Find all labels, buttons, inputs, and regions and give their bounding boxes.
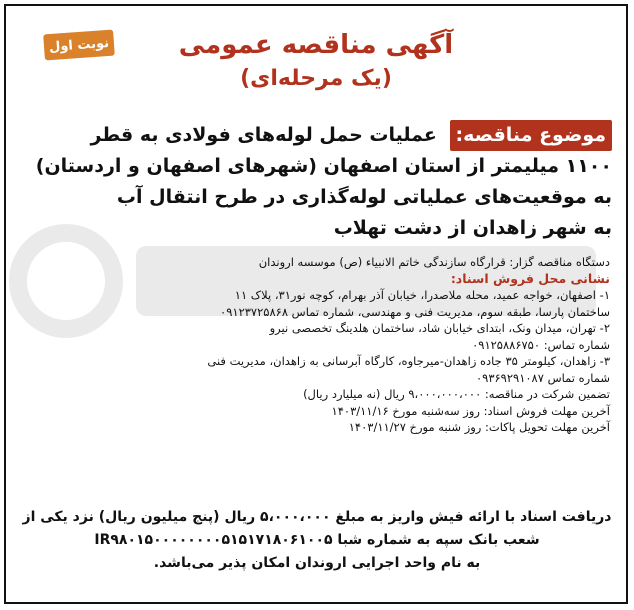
subject-line-2: ۱۱۰۰ میلیمتر از استان اصفهان (شهرهای اصفهان و اردستان)	[35, 155, 612, 177]
address3-line2: شماره تماس ۰۹۳۶۹۲۹۱۰۸۷	[475, 370, 610, 385]
address1-line1: ۱- اصفهان، خواجه عمید، محله ملاصدرا، خیابان آذر بهرام، کوچه نور۳۱، پلاک ۱۱	[234, 288, 610, 302]
address1-line2: ساختمان پارسا، طبقه سوم، مدیریت فنی و مهندسی، شماره تماس ۰۹۱۲۳۷۲۵۸۶۸	[220, 304, 610, 319]
organizer-text: دستگاه مناقصه گزار: قرارگاه سازندگی خاتم الانبیاء (ص) موسسه اروندان	[258, 255, 610, 269]
address3-line1: ۳- زاهدان، کیلومتر ۳۵ جاده زاهدان-میرجاوه، کارگاه آبرسانی به زاهدان، مدیریت فنی	[207, 354, 610, 368]
sale-deadline-text: آخرین مهلت فروش اسناد: روز سه‌شنبه مورخ ۱۴۰۳/۱۱/۱۶	[331, 403, 610, 418]
subject-label: موضوع مناقصه:	[450, 120, 612, 151]
delivery-deadline-text: آخرین مهلت تحویل پاکات: روز شنبه مورخ ۱۴۰۳/۱۱/۲۷	[348, 420, 610, 434]
guarantee-text: تضمین شرکت در مناقصه: ۹،۰۰۰،۰۰۰،۰۰۰ ریال (نه میلیارد ریال)	[303, 387, 610, 401]
footer-block	[22, 506, 612, 575]
subject-text-1: عملیات حمل لوله‌های فولادی به قطر	[90, 124, 437, 146]
details-block	[26, 254, 610, 436]
round-badge: نوبت اول	[43, 30, 115, 61]
ad-subtitle: (یک مرحله‌ای)	[240, 66, 392, 91]
subject-block	[22, 120, 612, 244]
subject-line-4: به شهر زاهدان از دشت تهلاب	[333, 217, 612, 239]
ad-title: آگهی مناقصه عمومی	[178, 30, 454, 60]
address2-line1: ۲- تهران، میدان ونک، ابتدای خیابان شاد، ساختمان هلدینگ تخصصی نیرو	[269, 321, 610, 335]
ad-frame	[4, 4, 628, 604]
footer-line-2: شعب بانک سپه به شماره شبا IR۹۸۰۱۵۰۰۰۰۰۰۰۰۵۱۵۱۷۱۸۰۶۱۰۰۵	[94, 532, 540, 548]
subject-line-1	[22, 120, 612, 151]
address2-line2: شماره تماس: ۰۹۱۲۵۸۸۶۷۵۰	[472, 337, 610, 352]
footer-line-1: دریافت اسناد با ارائه فیش واریز به مبلغ ۵،۰۰۰،۰۰۰ ریال (پنج میلیون ریال) نزد یکی از	[22, 509, 612, 525]
address-title: نشانی محل فروش اسناد:	[450, 270, 610, 286]
footer-line-3: به نام واحد اجرایی اروندان امکان پذیر می‌باشد.	[153, 555, 481, 571]
subject-line-3: به موقعیت‌های عملیاتی لوله‌گذاری در طرح انتقال آب	[116, 186, 612, 208]
